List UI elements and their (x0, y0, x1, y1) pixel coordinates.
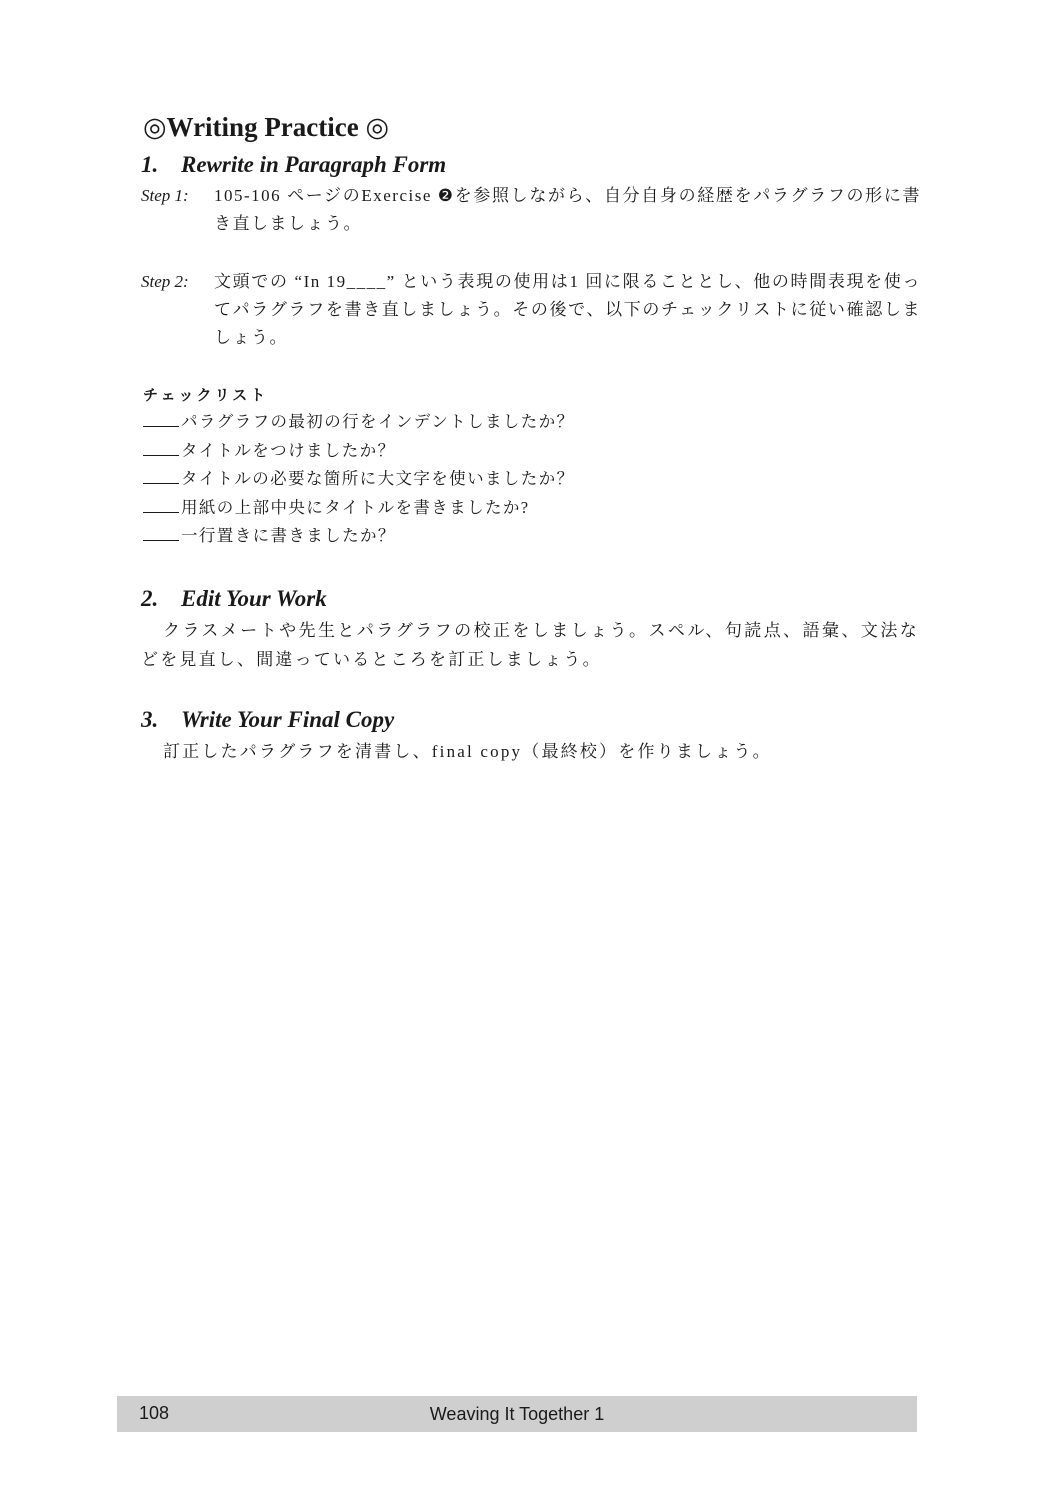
step-text: 文頭での “In 19____” という表現の使用は1 回に限ることとし、他の時間表現を使ってパラグラフを書き直しましょう。その後で、以下のチェックリストに従い確認しましょう。 (214, 272, 921, 347)
page-number: 108 (139, 1403, 170, 1423)
section-number: 2. (141, 586, 159, 611)
checklist-item (143, 494, 574, 523)
section-title: Edit Your Work (181, 586, 327, 611)
check-blank (143, 523, 179, 541)
footer-bar (117, 1396, 917, 1432)
page-title: ◎Writing Practice ◎ (143, 112, 390, 142)
checklist-item (143, 522, 574, 551)
step-1 (141, 182, 921, 238)
check-blank (143, 495, 179, 513)
section-heading-final (141, 707, 394, 733)
step-text: 105-106 ページのExercise ❷を参照しながら、自分自身の経歴をパラグラフの形に書き直しましょう。 (214, 186, 921, 233)
section-number: 3. (141, 707, 159, 732)
step-2 (141, 268, 921, 352)
check-blank (143, 409, 179, 427)
checklist-item-text: パラグラフの最初の行をインデントしましたか？ (181, 412, 575, 431)
step-label: Step 2: (141, 272, 189, 291)
checklist-item (143, 465, 574, 494)
section-number: 1. (141, 152, 159, 177)
checklist-item-text: 用紙の上部中央にタイトルを書きましたか? (181, 497, 530, 517)
checklist (143, 408, 574, 551)
section-heading-edit (141, 586, 327, 612)
checklist-item-text: タイトルの必要な箇所に大文字を使いましたか？ (181, 469, 575, 488)
step-label: Step 1: (141, 186, 189, 205)
section-title: Write Your Final Copy (181, 707, 395, 732)
checklist-item-text: タイトルをつけましたか？ (181, 440, 396, 460)
check-blank (143, 438, 179, 456)
book-title: Weaving It Together 1 (429, 1404, 605, 1424)
edit-instructions: クラスメートや先生とパラグラフの校正をしましょう。スペル、句読点、語彙、文法などを見直し、間違っているところを訂正しましょう。 (141, 621, 919, 669)
checklist-item (143, 437, 574, 466)
check-blank (143, 466, 179, 484)
section-heading-rewrite (141, 152, 446, 178)
checklist-item (143, 408, 574, 437)
section-title: Rewrite in Paragraph Form (181, 152, 447, 177)
final-instructions: 訂正したパラグラフを清書し、final copy（最終校）を作りましょう。 (163, 742, 772, 761)
checklist-title: チェックリスト (143, 386, 269, 404)
checklist-item-text: 一行置きに書きましたか？ (181, 526, 396, 545)
